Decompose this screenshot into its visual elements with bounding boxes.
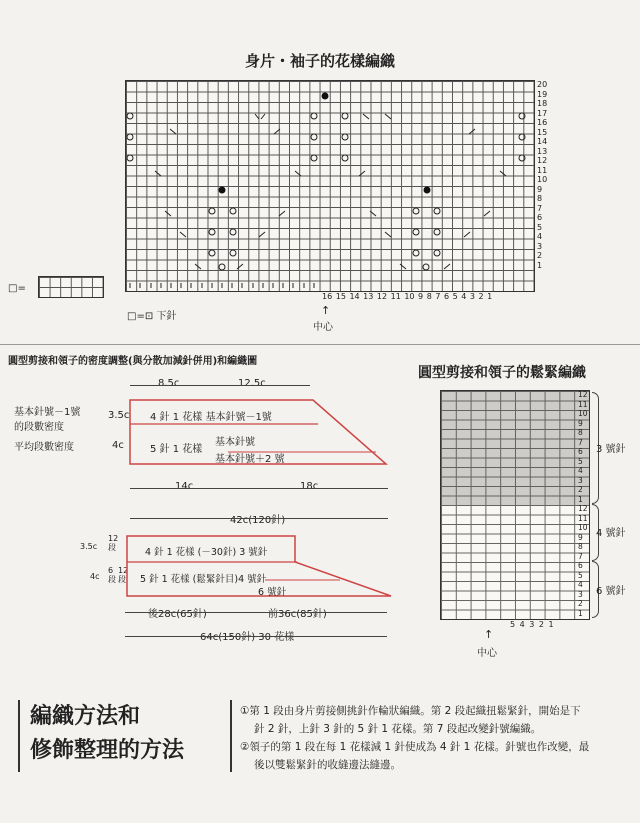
top-row-numbers: 20 19 18 17 16 15 14 13 12 11 10 9 8 7 6 5 4 3 2 1: [537, 80, 548, 270]
needle-label-3: 3 號針: [596, 444, 626, 455]
back-dim: 後28c(65針): [148, 609, 207, 620]
left-label-2: 的段數密度: [14, 422, 64, 433]
upper-row-2b: 基本針號: [215, 437, 255, 448]
lower-side-1: 3.5c: [80, 542, 98, 551]
total-lower: 64c(150針) 30 花樣: [200, 632, 295, 643]
dim-line-top: [130, 385, 310, 386]
side-dim-1: 3.5c: [108, 410, 130, 421]
right-center-arrow: ↑: [484, 628, 494, 641]
lower-side-3: 4c: [90, 572, 100, 581]
right-center-label: 中心: [477, 648, 497, 659]
right-col-numbers: 5 4 3 2 1: [510, 620, 554, 629]
upper-row-3: 基本針號＋2 號: [215, 454, 285, 465]
dim-line-mid: [130, 488, 388, 489]
left-label-1: 基本針號－1號: [14, 407, 81, 418]
dim-top-1: 8.5c: [158, 378, 180, 389]
total-upper: 42c(120針): [230, 515, 286, 526]
legend-symbol: □=: [8, 283, 26, 294]
right-chart-title: 圓型剪接和領子的鬆緊編織: [418, 365, 586, 381]
top-center-label: 中心: [313, 322, 333, 333]
lower-row-1: 4 針 1 花樣 (－30針) 3 號針: [145, 547, 268, 558]
left-label-3: 平均段數密度: [14, 442, 74, 453]
right-row-numbers: 12 11 10 9 8 7 6 5 4 3 2 1 12 11 10 9 8 7 6 5 4 3 2 1: [578, 390, 588, 618]
upper-row-1: 4 針 1 花樣 基本針號－1號: [150, 412, 272, 423]
top-pattern-symbols: [125, 80, 533, 290]
lower-row-3: 6 號針: [258, 587, 287, 598]
dim-line-total: [130, 518, 388, 519]
ribbing-chart: [440, 390, 590, 620]
dim-line-lower: [125, 612, 387, 613]
method-title-box: [18, 700, 232, 772]
small-legend-chart: [8, 276, 118, 298]
upper-row-2: 5 針 1 花樣: [150, 444, 203, 455]
side-dim-2: 4c: [112, 440, 124, 451]
dim-mid-1: 14c: [175, 481, 194, 492]
lower-side-2: 12段: [108, 534, 119, 552]
knit-legend: □=⊡ 下針: [127, 311, 177, 322]
dim-mid-2: 18c: [300, 481, 319, 492]
lower-row-2: 5 針 1 花樣 (鬆緊針目)4 號針: [140, 574, 267, 585]
dim-top-2: 12.5c: [238, 378, 266, 389]
lower-side-4: 6段: [108, 566, 116, 584]
top-chart-title: 身片・袖子的花樣編織: [244, 52, 395, 70]
front-dim: 前36c(85針): [268, 609, 327, 620]
method-title-line1: 編織方法和: [30, 704, 141, 729]
needle-label-4: 4 號針: [596, 528, 626, 539]
method-title-line2: 修飾整理的方法: [30, 738, 185, 763]
needle-label-6: 6 號針: [596, 586, 626, 597]
section-divider: [0, 344, 640, 345]
method-notes: ①第 1 段由身片剪接側挑針作輪狀編織。第 2 段起織扭鬆緊針，開始是下 針 2 針，上針 3 針的 5 針 1 花樣。第 7 段起改變針號編織。 ②領子的第 1 段在每 1 花樣減 1 針使成為 4 針 1 花樣。針號也作改變，最 後以雙鬆緊針的收縫邊法縫邊。: [240, 705, 590, 771]
section2-title: 圓型剪接和領子的密度調整(與分散加減針併用)和編織圖: [8, 356, 258, 367]
top-col-numbers: 16 15 14 13 12 11 10 9 8 7 6 5 4 3 2 1: [322, 292, 493, 301]
center-arrow: ↑: [321, 304, 331, 317]
dim-line-lower-total: [125, 636, 387, 637]
lower-side-5: 12段: [118, 566, 129, 584]
